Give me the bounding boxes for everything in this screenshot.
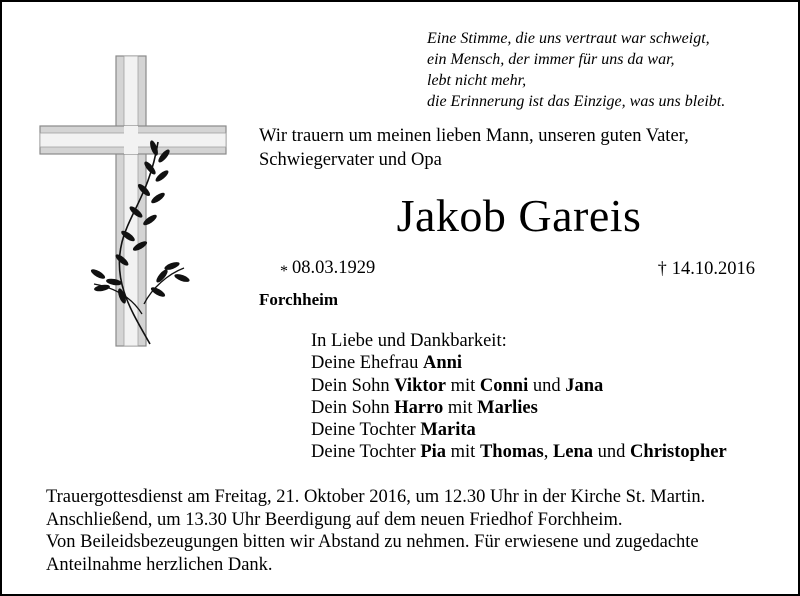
birth-info [280, 256, 375, 281]
footer-line: Anteilnahme herzlichen Dank. [46, 554, 273, 575]
poem-line: lebt nicht mehr, [427, 72, 527, 89]
memorial-poem [427, 28, 792, 112]
footer-line: Von Beileidsbezeugungen bitten wir Abstand zu nehmen. Für erwiesene und zugedachte [46, 532, 699, 552]
intro-line: Wir trauern um meinen lieben Mann, unseren guten Vater, [259, 126, 689, 146]
deceased-name: Jakob Gareis [396, 190, 642, 241]
birth-date: 08.03.1929 [292, 258, 376, 278]
poem-line: die Erinnerung ist das Einzige, was uns bleibt. [427, 93, 726, 110]
poem-line: ein Mensch, der immer für uns da war, [427, 51, 675, 68]
death-date: 14.10.2016 [671, 259, 755, 279]
birth-star-icon: * [280, 263, 288, 280]
family-line: Deine Ehefrau Anni [311, 353, 463, 374]
family-line: Dein Sohn Harro mit Marlies [311, 397, 538, 418]
family-line: Dein Sohn Viktor mit Conni und Jana [311, 375, 604, 396]
death-cross-icon: † [657, 258, 667, 278]
place-of-residence: Forchheim [259, 290, 339, 309]
poem-line: Eine Stimme, die uns vertraut war schweigt, [427, 30, 710, 47]
death-info [658, 256, 755, 281]
footer-line: Trauergottesdienst am Freitag, 21. Oktober 2016, um 12.30 Uhr in der Kirche St. Martin. [46, 487, 706, 507]
cross-with-palm-branch-icon [32, 52, 232, 352]
family-line: Deine Tochter Pia mit Thomas, Lena und Christopher [311, 442, 727, 463]
footer-line: Anschließend, um 13.30 Uhr Beerdigung auf dem neuen Friedhof Forchheim. [46, 509, 623, 530]
intro-line: Schwiegervater und Opa [259, 150, 442, 170]
intro-text [259, 124, 779, 172]
family-header: In Liebe und Dankbarkeit: [311, 331, 507, 351]
service-information [46, 486, 786, 576]
family-line: Deine Tochter Marita [311, 420, 476, 441]
family-signatures [311, 330, 791, 464]
